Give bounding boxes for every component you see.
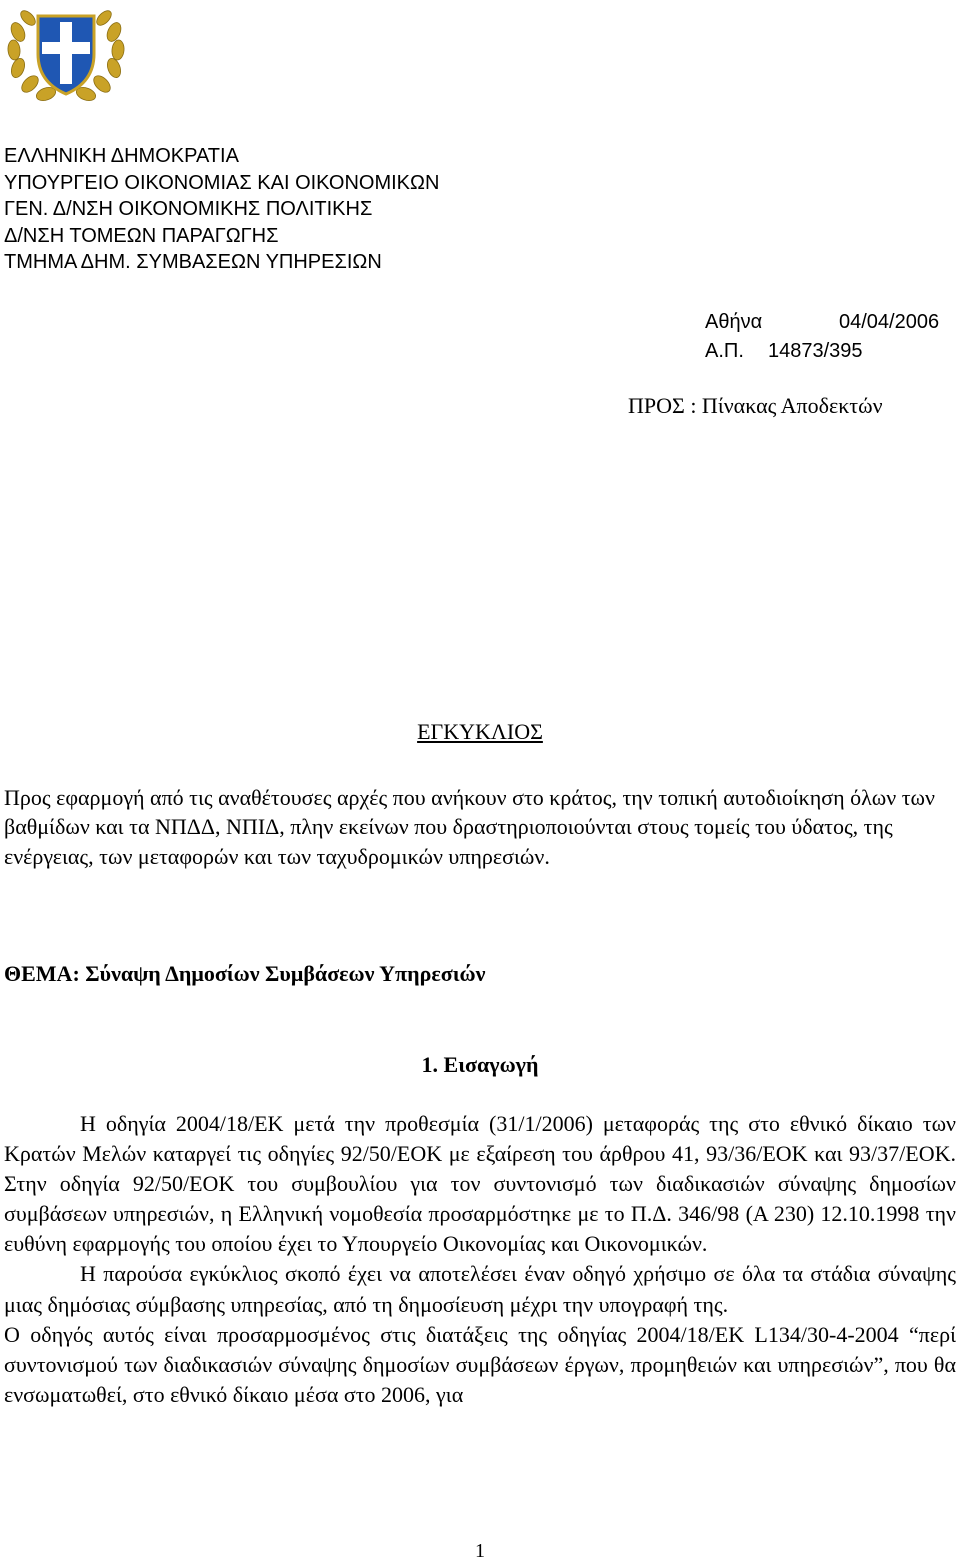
body-paragraph: Ο οδηγός αυτός είναι προσαρμοσμένος στις διατάξεις της οδηγίας 2004/18/ΕΚ L134/30-4-2004 “περί συντονισμού των διαδικασιών σύναψης δημοσίων συμβάσεων έργων, προμηθειών και υπηρεσιών”, που θα ενσωματωθεί, στο εθνικό δίκαιο μέσα στο 2006, για: [4, 1321, 956, 1407]
date-protocol-block: [705, 308, 940, 366]
coat-of-arms-emblem: [4, 2, 128, 102]
header-line: ΓΕΝ. Δ/ΝΣΗ ΟΙΚΟΝΟΜΙΚΗΣ ΠΟΛΙΤΙΚΗΣ: [4, 198, 373, 220]
header-line: ΥΠΟΥΡΓΕΙΟ ΟΙΚΟΝΟΜΙΑΣ ΚΑΙ ΟΙΚΟΝΟΜΙΚΩΝ: [4, 171, 440, 194]
subject-line: ΘΕΜΑ: Σύναψη Δημοσίων Συμβάσεων Υπηρεσιών: [4, 961, 486, 986]
protocol-value: 14873/395: [768, 340, 863, 362]
header-line: Δ/ΝΣΗ ΤΟΜΕΩΝ ΠΑΡΑΓΩΓΗΣ: [4, 224, 279, 247]
section-heading: 1. Εισαγωγή: [421, 1052, 539, 1077]
body-paragraph: Η παρούσα εγκύκλιος σκοπό έχει να αποτελέσει έναν οδηγό χρήσιμο σε όλα τα στάδια σύναψης μιας δημόσιας σύμβασης υπηρεσίας, από τη δημοσίευση μέχρι την υπογραφή της.: [4, 1261, 956, 1317]
page-number: 1: [475, 1540, 485, 1562]
body-text: [4, 1109, 956, 1410]
protocol-label: Α.Π.: [705, 340, 744, 362]
date-value: 04/04/2006: [839, 311, 940, 333]
circular-title-text: ΕΓΚΥΚΛΙΟΣ: [417, 719, 543, 744]
issuing-authority: [4, 143, 439, 276]
header-line: ΕΛΛΗΝΙΚΗ ΔΗΜΟΚΡΑΤΙΑ: [4, 145, 239, 167]
addressees-paragraph: Προς εφαρμογή από τις αναθέτουσες αρχές που ανήκουν στο κράτος, την τοπική αυτοδιοίκηση όλων των βαθμίδων και τα ΝΠΔΔ, ΝΠΙΔ, πλην εκείνων που δραστηριοποιούνται στους τομείς του ύδατος, της ενέργειας, των μεταφορών και των ταχυδρομικών υπηρεσιών.: [4, 785, 935, 869]
date-label: Αθήνα: [705, 311, 763, 333]
recipient-line: ΠΡΟΣ : Πίνακας Αποδεκτών: [628, 393, 883, 418]
cross-horizontal: [42, 42, 90, 54]
circular-title: [0, 719, 960, 745]
body-paragraph: Η οδηγία 2004/18/ΕΚ μετά την προθεσμία (31/1/2006) μεταφοράς της στο εθνικό δίκαιο των Κρατών Μελών καταργεί τις οδηγίες 92/50/ΕΟΚ με εξαίρεση του άρθρου 41, 93/36/ΕΟΚ και 93/37/ΕΟΚ. Στην οδηγία 92/50/ΕΟΚ του συμβουλίου για τον συντονισμό των διαδικασιών σύναψης δημοσίων συμβάσεων υπηρεσιών, η Ελληνική νομοθεσία προσαρμόστηκε με το Π.Δ. 346/98 (Α 230) 12.10.1998 την ευθύνη εφαρμογής του οποίου έχει το Υπουργείο Οικονομίας και Οικονομικών.: [4, 1111, 956, 1257]
header-line: ΤΜΗΜΑ ΔΗΜ. ΣΥΜΒΑΣΕΩΝ ΥΠΗΡΕΣΙΩΝ: [4, 251, 382, 273]
